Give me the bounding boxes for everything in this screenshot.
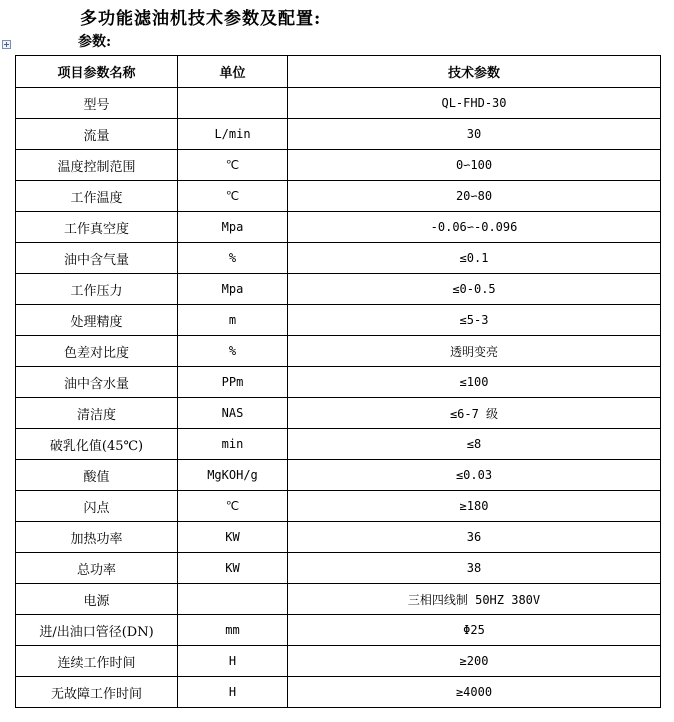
param-unit-cell bbox=[178, 88, 288, 119]
table-row bbox=[16, 367, 661, 398]
param-value-cell: ≤6-7 级 bbox=[288, 398, 661, 429]
table-row bbox=[16, 88, 661, 119]
table-header-row bbox=[16, 56, 661, 88]
table-row bbox=[16, 305, 661, 336]
param-name-cell: 流量 bbox=[16, 119, 178, 150]
param-value-cell: ≤0.03 bbox=[288, 460, 661, 491]
param-value-cell: 0∽100 bbox=[288, 150, 661, 181]
table-row bbox=[16, 181, 661, 212]
param-unit-cell: KW bbox=[178, 522, 288, 553]
param-name-cell: 进/出油口管径(DN) bbox=[16, 615, 178, 646]
param-value-cell: ≥4000 bbox=[288, 677, 661, 708]
param-name-cell: 闪点 bbox=[16, 491, 178, 522]
table-row bbox=[16, 677, 661, 708]
param-unit-cell: H bbox=[178, 677, 288, 708]
param-name-cell: 工作真空度 bbox=[16, 212, 178, 243]
param-value-cell: ≤5-3 bbox=[288, 305, 661, 336]
param-unit-cell: ℃ bbox=[178, 491, 288, 522]
table-row bbox=[16, 491, 661, 522]
param-value-cell: 36 bbox=[288, 522, 661, 553]
param-unit-cell: m bbox=[178, 305, 288, 336]
param-unit-cell: MgKOH/g bbox=[178, 460, 288, 491]
header-unit: 单位 bbox=[178, 56, 288, 88]
param-unit-cell: % bbox=[178, 243, 288, 274]
param-unit-cell bbox=[178, 584, 288, 615]
param-name-cell: 连续工作时间 bbox=[16, 646, 178, 677]
param-name-cell: 工作压力 bbox=[16, 274, 178, 305]
param-unit-cell: Mpa bbox=[178, 212, 288, 243]
param-unit-cell: NAS bbox=[178, 398, 288, 429]
param-unit-cell: Mpa bbox=[178, 274, 288, 305]
param-value-cell: QL-FHD-30 bbox=[288, 88, 661, 119]
param-name-cell: 破乳化值(45℃) bbox=[16, 429, 178, 460]
param-unit-cell: % bbox=[178, 336, 288, 367]
param-value-cell: ≤8 bbox=[288, 429, 661, 460]
param-unit-cell: PPm bbox=[178, 367, 288, 398]
table-row bbox=[16, 553, 661, 584]
param-name-cell: 电源 bbox=[16, 584, 178, 615]
table-row bbox=[16, 398, 661, 429]
table-row bbox=[16, 522, 661, 553]
param-name-cell: 油中含水量 bbox=[16, 367, 178, 398]
param-value-cell: ≤0.1 bbox=[288, 243, 661, 274]
param-unit-cell: L/min bbox=[178, 119, 288, 150]
section-label: 参数: bbox=[78, 34, 112, 50]
param-value-cell: -0.06∽-0.096 bbox=[288, 212, 661, 243]
table-row bbox=[16, 615, 661, 646]
param-name-cell: 工作温度 bbox=[16, 181, 178, 212]
param-unit-cell: ℃ bbox=[178, 181, 288, 212]
param-unit-cell: H bbox=[178, 646, 288, 677]
table-row bbox=[16, 243, 661, 274]
param-value-cell: ≤100 bbox=[288, 367, 661, 398]
table-row bbox=[16, 274, 661, 305]
param-unit-cell: mm bbox=[178, 615, 288, 646]
param-name-cell: 油中含气量 bbox=[16, 243, 178, 274]
table-row bbox=[16, 584, 661, 615]
param-name-cell: 型号 bbox=[16, 88, 178, 119]
header-name: 项目参数名称 bbox=[16, 56, 178, 88]
param-value-cell: ≥200 bbox=[288, 646, 661, 677]
table-row bbox=[16, 119, 661, 150]
param-value-cell: Φ25 bbox=[288, 615, 661, 646]
table-row bbox=[16, 429, 661, 460]
param-value-cell: 30 bbox=[288, 119, 661, 150]
param-unit-cell: KW bbox=[178, 553, 288, 584]
param-unit-cell: ℃ bbox=[178, 150, 288, 181]
param-name-cell: 无故障工作时间 bbox=[16, 677, 178, 708]
parameters-table bbox=[15, 55, 661, 708]
param-name-cell: 总功率 bbox=[16, 553, 178, 584]
param-value-cell: 20∽80 bbox=[288, 181, 661, 212]
param-name-cell: 温度控制范围 bbox=[16, 150, 178, 181]
param-value-cell: 三相四线制 50HZ 380V bbox=[288, 584, 661, 615]
param-name-cell: 处理精度 bbox=[16, 305, 178, 336]
param-value-cell: ≥180 bbox=[288, 491, 661, 522]
table-row bbox=[16, 150, 661, 181]
table-row bbox=[16, 460, 661, 491]
table-row bbox=[16, 212, 661, 243]
param-unit-cell: min bbox=[178, 429, 288, 460]
param-value-cell: 透明变亮 bbox=[288, 336, 661, 367]
table-row bbox=[16, 336, 661, 367]
param-name-cell: 清洁度 bbox=[16, 398, 178, 429]
table-move-handle-icon[interactable] bbox=[2, 40, 11, 49]
document-title: 多功能滤油机技术参数及配置: bbox=[80, 9, 322, 29]
param-name-cell: 色差对比度 bbox=[16, 336, 178, 367]
param-name-cell: 加热功率 bbox=[16, 522, 178, 553]
param-value-cell: 38 bbox=[288, 553, 661, 584]
header-spec: 技术参数 bbox=[288, 56, 661, 88]
param-name-cell: 酸值 bbox=[16, 460, 178, 491]
param-value-cell: ≤0-0.5 bbox=[288, 274, 661, 305]
table-row bbox=[16, 646, 661, 677]
table-body bbox=[16, 88, 661, 708]
